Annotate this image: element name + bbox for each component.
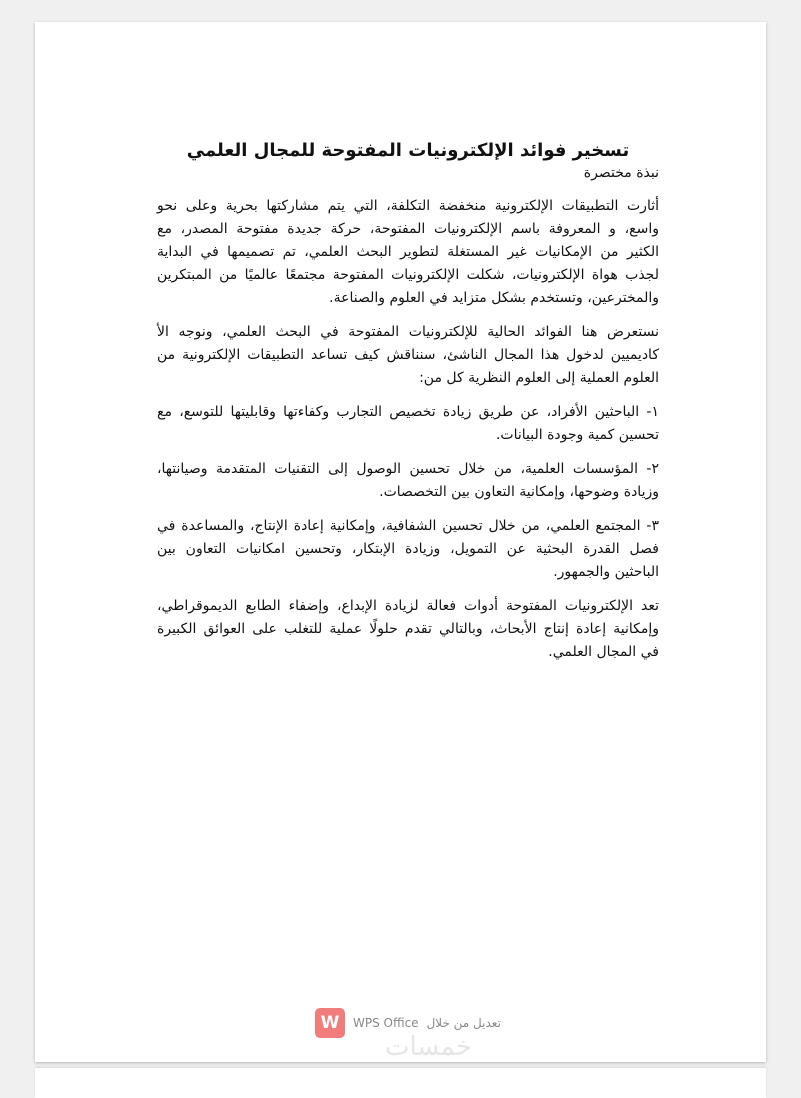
- text-line: الباحثين والجمهور.: [553, 564, 659, 580]
- text-line: ١- الباحثين الأفراد، عن طريق زيادة تخصيص التجارب وكفاءتها وقابليتها للتوسع، مع: [157, 404, 659, 420]
- paragraph: [157, 515, 659, 584]
- text-line: وإمكانية إعادة إنتاج الأبحاث، وبالتالي تقدم حلولًا عملية للتغلب على العوائق الكبيرة: [157, 621, 659, 637]
- wps-footer: [315, 1008, 501, 1038]
- text-line: والمخترعين، وتستخدم بشكل متزايد في العلوم والصناعة.: [329, 290, 659, 306]
- paragraph: [157, 595, 659, 664]
- document-subtitle: نبذة مختصرة: [583, 165, 659, 181]
- wps-app-name: WPS Office: [353, 1016, 419, 1030]
- text-line: فصل القدرة البحثية عن التمويل، وزيادة الإبتكار، وتحسين امكانيات التعاون بين: [157, 541, 659, 557]
- text-line: وزيادة وضوحها، وإمكانية التعاون بين التخصصات.: [379, 484, 659, 500]
- document-title: تسخير فوائد الإلكترونيات المفتوحة للمجال العلمي: [186, 140, 630, 161]
- text-line: في المجال العلمي.: [548, 644, 659, 660]
- text-line: لجذب هواة الإلكترونيات، شكلت الإلكترونيات المفتوحة مجتمعًا عالميًا من المبتكرين: [157, 267, 659, 283]
- watermark: خمسات: [385, 1032, 472, 1062]
- text-line: كاديميين لدخول هذا المجال الناشئ، سنناقش كيف تساعد التطبيقات الإلكترونية من: [157, 347, 659, 363]
- text-line: أثارت التطبيقات الإلكترونية منخفضة التكلفة، التي يتم مشاركتها بحرية وعلى نحو: [157, 198, 659, 214]
- text-line: تحسين كمية وجودة البيانات.: [495, 427, 659, 443]
- paragraph: [157, 401, 659, 447]
- edited-with-label: تعديل من خلال: [426, 1016, 501, 1030]
- paragraph: [157, 458, 659, 504]
- text-line: تعد الإلكترونيات المفتوحة أدوات فعالة لزيادة الإبداع، وإضفاء الطابع الديموقراطي،: [157, 598, 659, 614]
- text-line: ٢- المؤسسات العلمية، من خلال تحسين الوصول إلى التقنيات المتقدمة وصيانتها،: [157, 461, 659, 477]
- paragraph: [157, 195, 659, 310]
- next-page: [35, 1068, 766, 1098]
- text-line: نستعرض هنا الفوائد الحالية للإلكترونيات المفتوحة في البحث العلمي، ونوجه الأ: [157, 324, 659, 340]
- document-content: [157, 140, 659, 675]
- text-line: العلوم العملية إلى العلوم النظرية كل من:: [419, 370, 659, 386]
- document-page: [35, 22, 766, 1062]
- text-line: ٣- المجتمع العلمي، من خلال تحسين الشفافية، وإمكانية إعادة الإنتاج، والمساعدة في: [157, 518, 659, 534]
- wps-logo-icon: W: [315, 1008, 345, 1038]
- paragraph: [157, 321, 659, 390]
- text-line: واسع، و المعروفة باسم الإلكترونيات المفتوحة، حركة جديدة مفتوحة المصدر، مع: [157, 221, 659, 237]
- text-line: الكثير من الإمكانيات غير المستغلة لتطوير البحث العلمي، تم تصميمها في البداية: [157, 244, 659, 260]
